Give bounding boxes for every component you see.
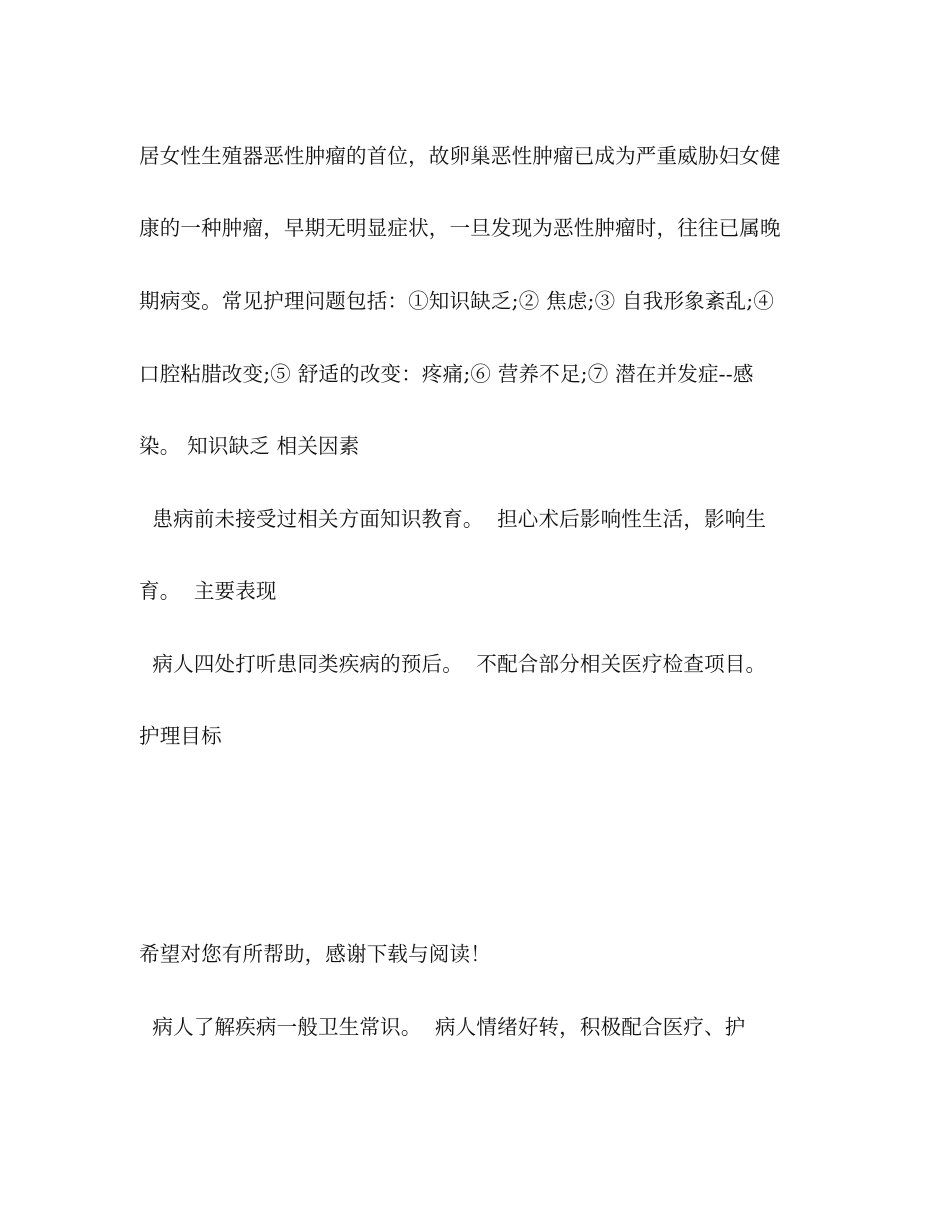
text-line-7: 育。 主要表现 <box>139 579 277 603</box>
text-line-2: 康的一种肿瘤，早期无明显症状，一旦发现为恶性肿瘤时，往往已属晚 <box>139 216 781 240</box>
text-line-3: 期病变。常见护理问题包括：①知识缺乏;② 焦虑;③ 自我形象紊乱;④ <box>139 289 775 313</box>
text-line-8: 病人四处打听患同类疾病的预后。 不配合部分相关医疗检查项目。 <box>139 652 767 676</box>
text-line-1: 居女性生殖器恶性肿瘤的首位，故卵巢恶性肿瘤已成为严重威胁妇女健 <box>139 144 781 168</box>
text-line-11: 病人了解疾病一般卫生常识。 病人情绪好转，积极配合医疗、护 <box>139 1015 746 1039</box>
text-line-4: 口腔粘腊改变;⑤ 舒适的改变：疼痛;⑥ 营养不足;⑦ 潜在并发症--感 <box>139 362 754 386</box>
text-line-6: 患病前未接受过相关方面知识教育。 担心术后影响性生活，影响生 <box>139 507 767 531</box>
section-heading-nursing-goals: 护理目标 <box>139 724 222 748</box>
footer-thanks-text: 希望对您有所帮助，感谢下载与阅读！ <box>139 942 491 966</box>
text-line-5: 染。 知识缺乏 相关因素 <box>139 434 360 458</box>
